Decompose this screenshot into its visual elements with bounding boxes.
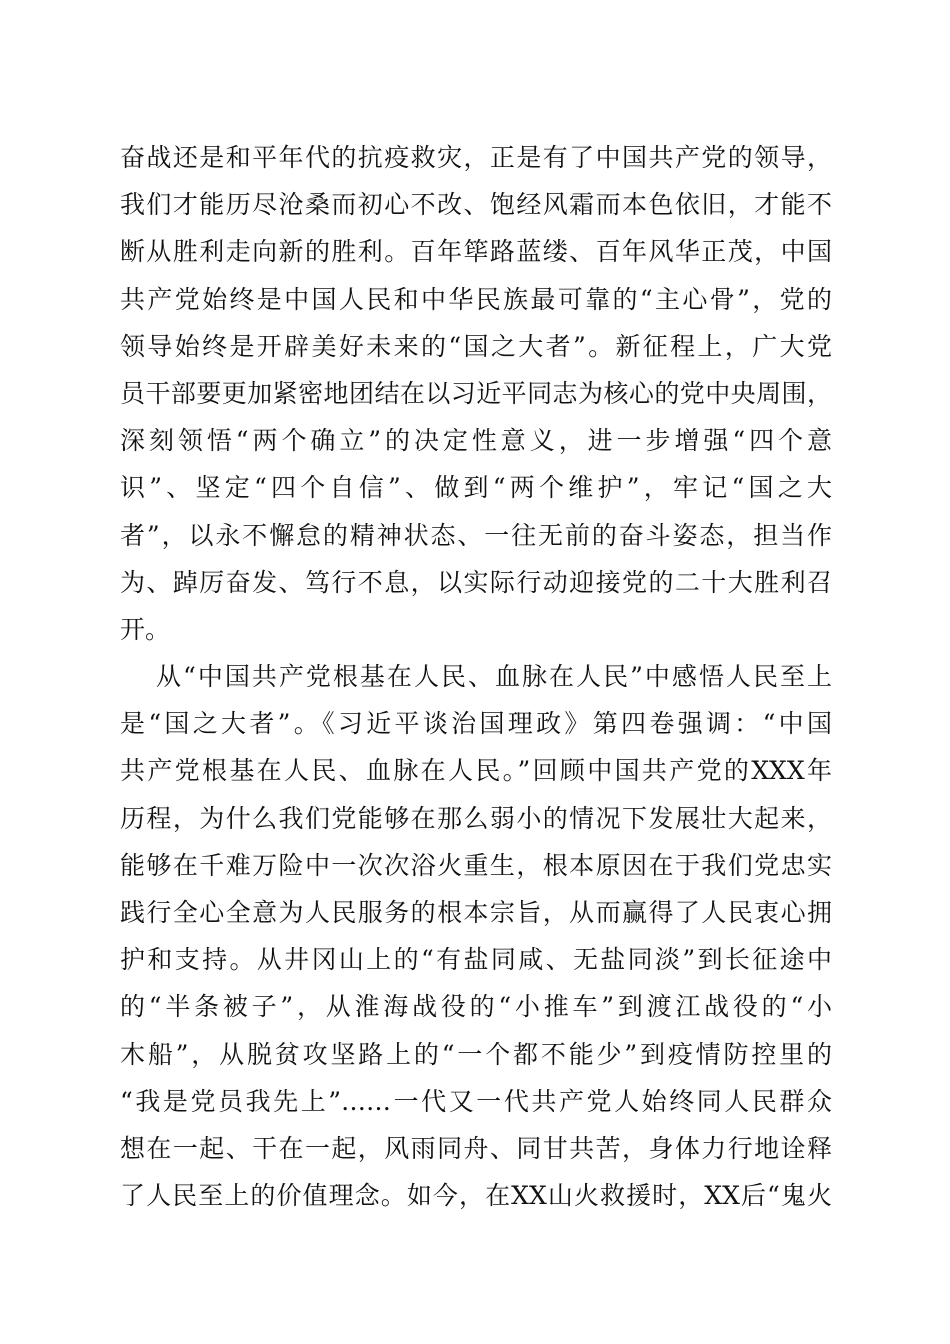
text-line: 领导始终是开辟美好未来的“国之大者”。新征程上，广大党 — [120, 331, 832, 361]
text-line: “我是党员我先上”……一代又一代共产党人始终同人民群众 — [120, 1086, 832, 1116]
text-line: 员干部要更加紧密地团结在以习近平同志为核心的党中央周围， — [120, 378, 832, 408]
text-line: 能够在千难万险中一次次浴火重生，根本原因在于我们党忠实 — [120, 850, 832, 880]
text-line: 奋战还是和平年代的抗疫救灾，正是有了中国共产党的领导， — [120, 143, 832, 172]
document-body — [120, 134, 832, 1219]
text-line: 是“国之大者”。《习近平谈治国理政》第四卷强调：“中国 — [120, 709, 832, 739]
text-line: 木船”，从脱贫攻坚路上的“一个都不能少”到疫情防控里的 — [120, 1039, 832, 1069]
text-line: 为、踔厉奋发、笃行不息，以实际行动迎接党的二十大胜利召 — [120, 567, 832, 597]
paragraph-1 — [120, 134, 832, 653]
text-line: 践行全心全意为人民服务的根本宗旨，从而赢得了人民衷心拥 — [120, 898, 832, 927]
text-line: 护和支持。从井冈山上的“有盐同咸、无盐同淡”到长征途中 — [120, 945, 832, 975]
text-line: 识”、坚定“四个自信”、做到“两个维护”，牢记“国之大 — [120, 473, 832, 503]
text-line: 开。 — [120, 614, 171, 644]
text-line: 想在一起、干在一起，风雨同舟、同甘共苦，身体力行地诠释 — [120, 1133, 832, 1163]
text-line: 断从胜利走向新的胜利。百年筚路蓝缕、百年风华正茂，中国 — [120, 237, 832, 267]
text-line: 共产党始终是中国人民和中华民族最可靠的“主心骨”，党的 — [120, 284, 832, 314]
text-line: 了人民至上的价值理念。如今，在XX山火救援时，XX后“鬼火 — [120, 1181, 832, 1211]
paragraph-2 — [120, 653, 832, 1219]
text-line: 深刻领悟“两个确立”的决定性意义，进一步增强“四个意 — [120, 426, 832, 456]
text-line: 共产党根基在人民、血脉在人民。”回顾中国共产党的XXX年 — [120, 756, 832, 786]
text-line: 历程，为什么我们党能够在那么弱小的情况下发展壮大起来， — [120, 803, 832, 833]
text-line: 我们才能历尽沧桑而初心不改、饱经风霜而本色依旧，才能不 — [120, 190, 832, 220]
text-line: 的“半条被子”，从淮海战役的“小推车”到渡江战役的“小 — [120, 992, 832, 1022]
text-line: 从“中国共产党根基在人民、血脉在人民”中感悟人民至上 — [156, 662, 832, 692]
text-line: 者”，以永不懈怠的精神状态、一往无前的奋斗姿态，担当作 — [120, 520, 832, 550]
